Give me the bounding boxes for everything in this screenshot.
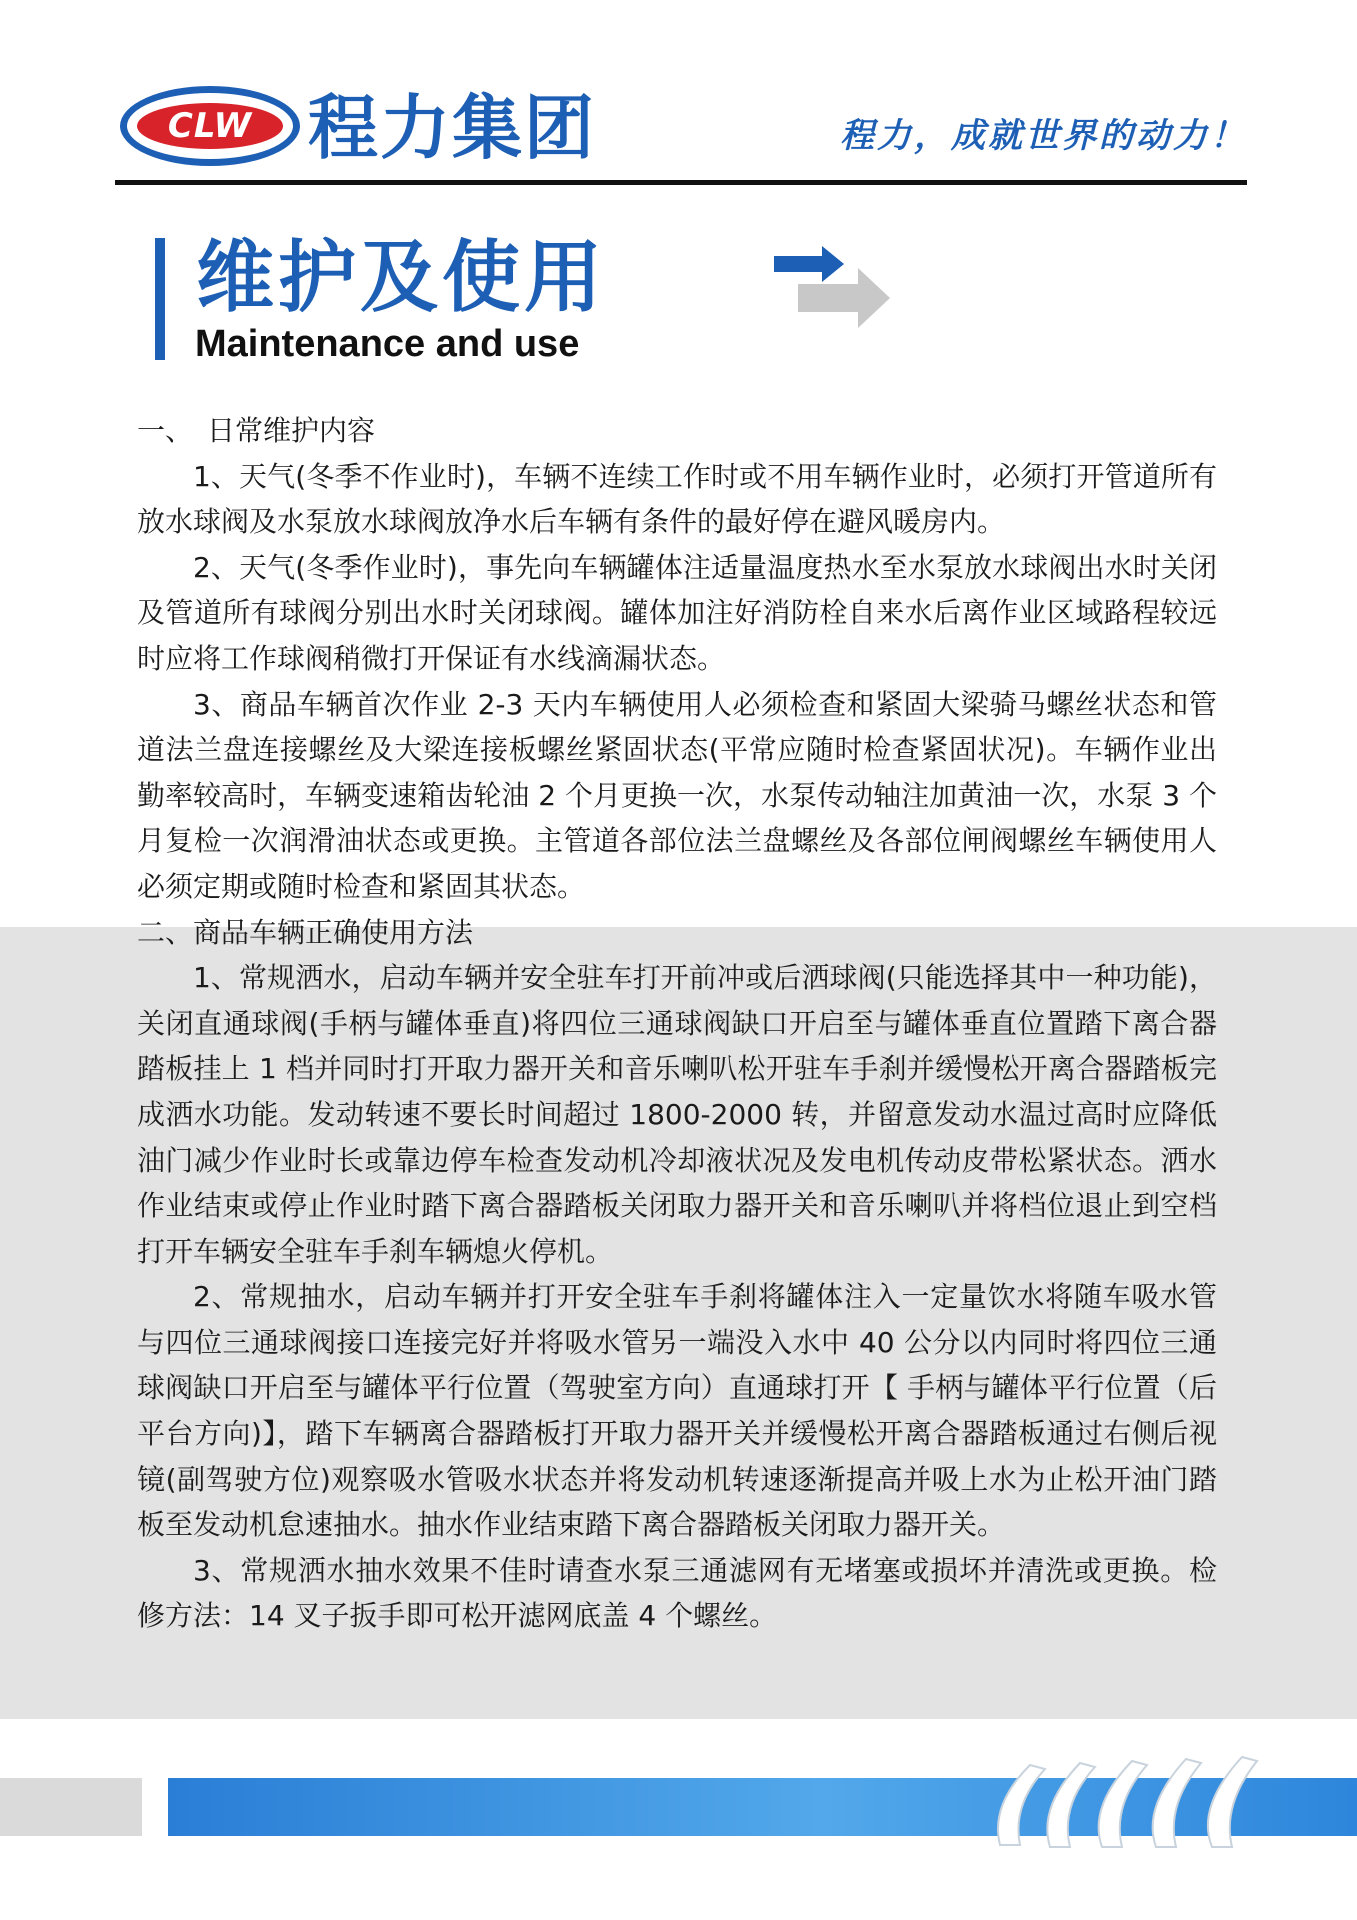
company-name: 程力集团 bbox=[308, 87, 596, 169]
title-accent-bar bbox=[155, 238, 165, 360]
double-arrow-icon bbox=[770, 240, 900, 330]
section-heading-daily-maintenance: 一、 日常维护内容 bbox=[137, 414, 376, 447]
logo-emblem-inner bbox=[137, 103, 283, 149]
paragraph: 1、天气(冬季不作业时)，车辆不连续工作时或不用车辆作业时，必须打开管道所有放水球阀及水泵放水球阀放净水后车辆有条件的最好停在避风暖房内。 bbox=[137, 459, 1217, 539]
section-subtitle: Maintenance and use bbox=[195, 323, 580, 365]
footer-gray-strip bbox=[0, 1778, 142, 1836]
paragraph: 3、常规洒水抽水效果不佳时请查水泵三通滤网有无堵塞或损坏并清洗或更换。检修方法：14 叉子扳手即可松开滤网底盖 4 个螺丝。 bbox=[137, 1553, 1217, 1633]
paragraph: 2、天气(冬季作业时)，事先向车辆罐体注适量温度热水至水泵放水球阀出水时关闭及管道所有球阀分别出水时关闭球阀。罐体加注好消防栓自来水后离作业区域路程较远时应将工作球阀稍微打开保证有水线滴漏状态。 bbox=[137, 550, 1217, 675]
header-divider bbox=[115, 180, 1247, 185]
paragraph: 3、商品车辆首次作业 2-3 天内车辆使用人必须检查和紧固大梁骑马螺丝状态和管道法兰盘连接螺丝及大梁连接板螺丝紧固状态(平常应随时检查紧固状况)。车辆作业出勤率较高时，车辆变速箱齿轮油 2 个月更换一次，水泵传动轴注加黄油一次，水泵 3 个月复检一次润滑油状态或更换。主管道各部位法兰盘螺丝及各部位闸阀螺丝车辆使用人必须定期或随时检查和紧固其状态。 bbox=[137, 687, 1217, 903]
logo-letters: CLW bbox=[167, 106, 253, 146]
paragraph: 2、常规抽水，启动车辆并打开安全驻车手刹将罐体注入一定量饮水将随车吸水管与四位三通球阀接口连接完好并将吸水管另一端没入水中 40 公分以内同时将四位三通球阀缺口开启至与罐体平行位置（驾驶室方向）直通球打开【 手柄与罐体平行位置（后平台方向)】，踏下车辆离合器踏板打开取力器开关并缓慢松开离合器踏板通过右侧后视镜(副驾驶方位)观察吸水管吸水状态并将发动机转速逐渐提高并吸上水为止松开油门踏板至发动机怠速抽水。抽水作业结束踏下离合器踏板关闭取力器开关。 bbox=[137, 1280, 1217, 1542]
paragraph: 1、常规洒水，启动车辆并安全驻车打开前冲或后洒球阀(只能选择其中一种功能)，关闭直通球阀(手柄与罐体垂直)将四位三通球阀缺口开启至与罐体垂直位置踏下离合器踏板挂上 1 档并同时打开取力器开关和音乐喇叭松开驻车手刹并缓慢松开离合器踏板完成洒水功能。发动转速不要长时间超过 1800-2000 转，并留意发动水温过高时应降低油门减少作业时长或靠边停车检查发动机冷却液状况及发电机传动皮带松紧状态。洒水作业结束或停止作业时踏下离合器踏板关闭取力器开关和音乐喇叭并将档位退止到空档打开车辆安全驻车手刹车辆熄火停机。 bbox=[137, 961, 1217, 1268]
footer-swoosh-decoration bbox=[990, 1735, 1290, 1855]
slogan: 程力，成就世界的动力！ bbox=[840, 116, 1247, 156]
document-body bbox=[137, 408, 1217, 1639]
section-heading-correct-usage: 二、商品车辆正确使用方法 bbox=[137, 915, 474, 949]
logo-emblem bbox=[120, 86, 300, 166]
section-title: 维护及使用 bbox=[196, 233, 607, 323]
